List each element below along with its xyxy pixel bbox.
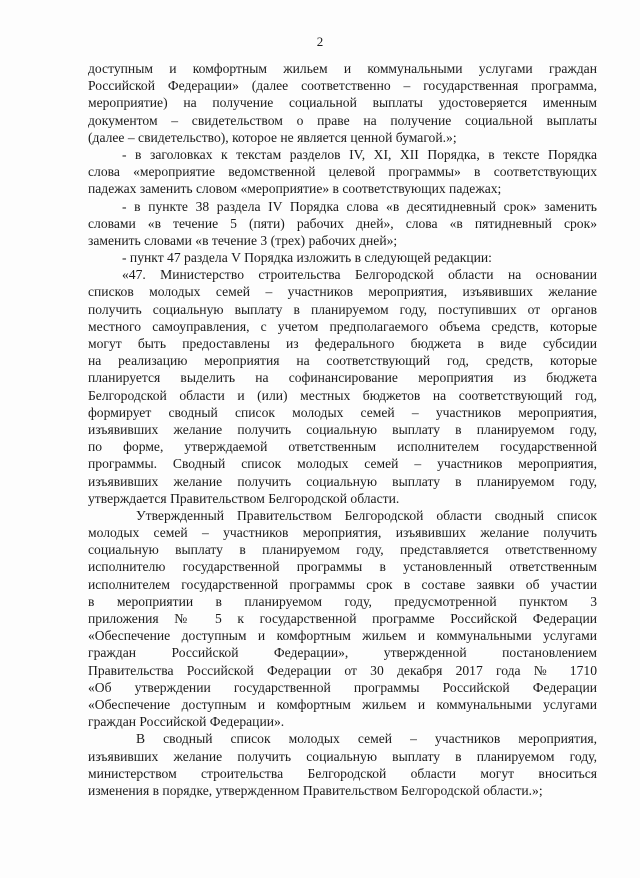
paragraph [88,266,597,507]
text-line: мероприятие) на получение социальной выплаты удостоверяется именным [88,95,597,111]
text-line: изъявивших желание получить социальную выплату в планируемом году, [88,748,597,764]
text-line: по форме, утверждаемой ответственным исполнителем государственной [88,439,597,455]
text-line: Правительства Российской Федерации от 30 декабря 2017 года № 1710 [88,662,597,678]
text-line: Белгородской области и (или) местных бюджетов на соответствующий год, [88,387,597,403]
text-line: В сводный список молодых семей – участников мероприятия, [136,731,597,747]
text-line: Российской Федерации» (далее соответственно – государственная программа, [88,78,597,94]
text-line: министерством строительства Белгородской области могут вноситься [88,765,597,781]
text-line: - пункт 47 раздела V Порядка изложить в следующей редакции: [122,250,492,266]
text-line: программы. Сводный список молодых семей – участников мероприятия, [88,456,597,472]
text-line: «47. Министерство строительства Белгородской области на основании [122,267,597,283]
text-line: получить социальную выплату в планируемом году, поступивших от органов [88,301,597,317]
text-line: изменения в порядке, утвержденном Правительством Белгородской области.»; [88,782,543,798]
text-line: - в пункте 38 раздела IV Порядка слова «в десятидневный срок» заменить [122,198,597,214]
text-line: молодых семей – участников мероприятия, изъявивших желание получить [88,525,597,541]
text-line: - в заголовках к текстам разделов IV, XI, XII Порядка, в тексте Порядка [122,146,597,162]
text-line: формирует сводный список молодых семей – участников мероприятия, [88,404,597,420]
paragraph [88,507,597,730]
text-line: в мероприятии в планируемом году, предусмотренной пунктом 3 [88,593,597,609]
text-line: планируется выделить на софинансирование мероприятия из бюджета [88,370,597,386]
paragraph [88,60,597,146]
text-line: списков молодых семей – участников мероприятия, изъявивших желание [88,284,597,300]
text-line: исполнителю государственной программы в установленный ответственным [88,559,597,575]
text-line: «Обеспечение доступным и комфортным жильем и коммунальными услугами [88,696,597,712]
paragraph [88,146,597,198]
text-line: утверждается Правительством Белгородской области. [88,490,400,506]
text-line: на реализацию мероприятия на соответствующий год, средств, которые [88,353,597,369]
paragraph [88,198,597,250]
text-line: «Об утверждении государственной программы Российской Федерации [88,679,597,695]
text-line: изъявивших желание получить социальную выплату в планируемом году, [88,421,597,437]
text-line: документом – свидетельством о праве на получение социальной выплаты [88,112,597,128]
text-line: могут быть предоставлены из федерального бюджета в виде субсидии [88,336,597,351]
text-line: исполнителем государственной программы срок в составе заявки об участии [88,576,597,592]
text-line: социальную выплату в планируемом году, представляется ответственному [88,542,597,558]
text-line: местного самоуправления, с учетом предполагаемого объема средств, которые [88,318,597,334]
document-body [88,60,597,799]
paragraph [88,730,597,799]
text-line: приложения № 5 к государственной программе Российской Федерации [88,611,597,626]
text-line: граждан Российской Федерации», утвержденной постановлением [88,645,597,661]
text-line: доступным и комфортным жильем и коммунальными услугами граждан [88,61,597,76]
text-line: Утвержденный Правительством Белгородской области сводный список [136,507,597,523]
text-line: «Обеспечение доступным и комфортным жильем и коммунальными услугами [88,628,597,644]
text-line: слова «мероприятие ведомственной целевой программы» в соответствующих [88,164,597,180]
text-line: граждан Российской Федерации». [88,714,285,730]
text-line: изъявивших желание получить социальную выплату в планируемом году, [88,473,597,489]
text-line: падежах заменить словом «мероприятие» в соответствующих падежах; [88,181,502,197]
text-line: (далее – свидетельство), которое не является ценной бумагой.»; [88,129,457,145]
text-line: словами «в течение 5 (пяти) рабочих дней», слова «в пятидневный срок» [88,215,597,231]
paragraph [88,249,597,266]
text-line: заменить словами «в течение 3 (трех) рабочих дней»; [88,232,398,248]
page-number: 2 [316,34,324,49]
